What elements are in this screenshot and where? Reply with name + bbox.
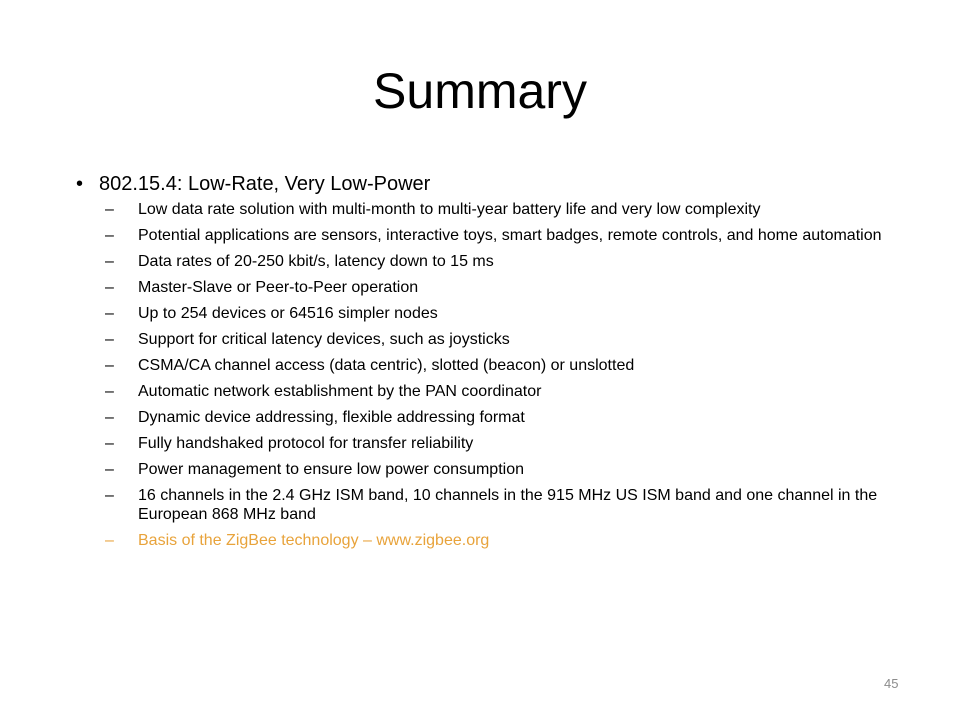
- sub-bullet-text: Automatic network establishment by the PAN coordinator: [138, 383, 542, 400]
- dash-icon: –: [105, 201, 114, 218]
- sub-bullet-item: [105, 408, 906, 427]
- sub-bullet-item: [105, 200, 906, 219]
- sub-bullet-item: [105, 330, 906, 349]
- sub-bullet-text: Data rates of 20-250 kbit/s, latency down to 15 ms: [138, 253, 494, 270]
- sub-bullet-item: [105, 304, 906, 323]
- sub-bullet-item: [105, 486, 906, 524]
- dash-icon: –: [105, 461, 114, 478]
- sub-bullet-text: Power management to ensure low power consumption: [138, 461, 524, 478]
- sub-bullet-item: [105, 460, 906, 479]
- sub-bullet-item: [105, 356, 906, 375]
- sub-bullet-text: Basis of the ZigBee technology – www.zigbee.org: [138, 532, 490, 549]
- sub-bullet-text: Potential applications are sensors, interactive toys, smart badges, remote controls, and home automation: [138, 227, 882, 244]
- dash-icon: –: [105, 532, 114, 549]
- dash-icon: –: [105, 279, 114, 296]
- sub-bullet-item-highlight: [105, 531, 906, 550]
- sub-bullet-item: [105, 278, 906, 297]
- sub-bullet-text: Fully handshaked protocol for transfer reliability: [138, 435, 474, 452]
- dash-icon: –: [105, 487, 114, 504]
- sub-bullet-text: Support for critical latency devices, such as joysticks: [138, 331, 510, 348]
- slide-content: [76, 172, 906, 557]
- sub-bullet-text: CSMA/CA channel access (data centric), slotted (beacon) or unslotted: [138, 357, 635, 374]
- page-number: 45: [884, 676, 899, 691]
- dash-icon: –: [105, 435, 114, 452]
- dash-icon: –: [105, 305, 114, 322]
- main-bullet-text: 802.15.4: Low-Rate, Very Low-Power: [99, 173, 431, 195]
- sub-bullet-text: Up to 254 devices or 64516 simpler nodes: [138, 305, 438, 322]
- sub-bullet-item: [105, 382, 906, 401]
- sub-bullet-text: Low data rate solution with multi-month to multi-year battery life and very low complexity: [138, 201, 761, 218]
- sub-bullet-item: [105, 434, 906, 453]
- dash-icon: –: [105, 357, 114, 374]
- bullet-icon: •: [76, 173, 84, 195]
- dash-icon: –: [105, 409, 114, 426]
- sub-bullet-item: [105, 252, 906, 271]
- dash-icon: –: [105, 383, 114, 400]
- sub-bullet-list: [76, 200, 906, 550]
- sub-bullet-item: [105, 226, 906, 245]
- sub-bullet-text: 16 channels in the 2.4 GHz ISM band, 10 channels in the 915 MHz US ISM band and one channel in the European 868 MHz band: [138, 487, 878, 523]
- dash-icon: –: [105, 227, 114, 244]
- dash-icon: –: [105, 331, 114, 348]
- main-bullet-item: [76, 172, 906, 196]
- sub-bullet-text: Dynamic device addressing, flexible addressing format: [138, 409, 525, 426]
- slide-title: Summary: [373, 63, 587, 119]
- dash-icon: –: [105, 253, 114, 270]
- sub-bullet-text: Master-Slave or Peer-to-Peer operation: [138, 279, 419, 296]
